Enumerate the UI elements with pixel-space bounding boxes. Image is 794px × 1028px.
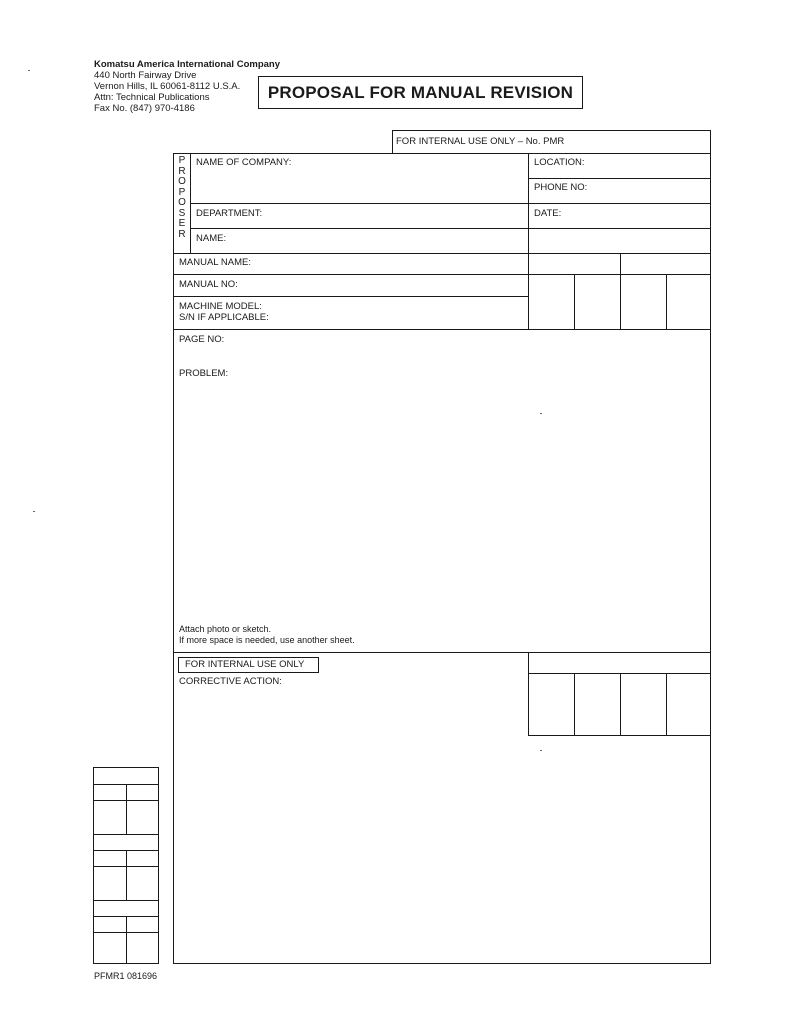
divider-name <box>190 228 711 229</box>
grid-divider-3 <box>666 274 667 329</box>
routing-line <box>93 866 159 867</box>
routing-divider <box>126 784 127 834</box>
routing-line <box>93 900 159 901</box>
company-fax: Fax No. (847) 970-4186 <box>94 103 195 114</box>
corrective-grid-bottom <box>528 735 711 736</box>
proposer-letter: E <box>178 218 186 229</box>
corrective-grid-divider-2 <box>620 673 621 735</box>
page-no-field[interactable]: PAGE NO: <box>179 334 225 345</box>
corrective-grid-divider-1 <box>574 673 575 735</box>
right-column-divider <box>528 153 529 329</box>
routing-line <box>93 834 159 835</box>
proposer-letter: R <box>178 165 186 177</box>
corrective-grid-left <box>528 652 529 735</box>
proposer-letter: O <box>178 197 186 208</box>
divider-location <box>528 178 711 179</box>
serial-no-field[interactable]: S/N IF APPLICABLE: <box>179 312 269 323</box>
machine-model-field[interactable]: MACHINE MODEL: <box>179 301 262 312</box>
proposer-letter: P <box>178 155 186 166</box>
form-code: PFMR1 081696 <box>94 971 158 981</box>
divider-manual-name <box>173 253 711 254</box>
corrective-action-field[interactable]: CORRECTIVE ACTION: <box>179 676 282 687</box>
scan-speck <box>33 511 35 512</box>
problem-field[interactable]: PROBLEM: <box>179 368 229 379</box>
internal-use-only-box: FOR INTERNAL USE ONLY <box>178 657 319 673</box>
grid-divider-2 <box>620 274 621 329</box>
proposer-letter: S <box>178 207 186 219</box>
attach-note-1: Attach photo or sketch. <box>179 624 272 634</box>
divider-department <box>190 203 711 204</box>
corrective-grid-divider-3 <box>666 673 667 735</box>
proposer-letter: O <box>178 176 186 187</box>
department-field[interactable]: DEPARTMENT: <box>196 208 263 219</box>
routing-line <box>93 932 159 933</box>
internal-use-pmr-label: FOR INTERNAL USE ONLY – No. PMR <box>396 136 565 147</box>
manual-name-field[interactable]: MANUAL NAME: <box>179 257 251 268</box>
divider-corrective-section <box>173 652 711 653</box>
proposer-letter: R <box>178 228 186 240</box>
name-field[interactable]: NAME: <box>196 233 227 244</box>
scan-speck <box>28 70 30 71</box>
manual-no-field[interactable]: MANUAL NO: <box>179 279 238 290</box>
divider-manual-no <box>173 274 711 275</box>
proposer-letter: P <box>178 186 186 198</box>
divider-machine-model <box>173 296 528 297</box>
company-attention: Attn: Technical Publications <box>94 92 210 103</box>
phone-field[interactable]: PHONE NO: <box>534 182 588 193</box>
location-field[interactable]: LOCATION: <box>534 157 585 168</box>
grid-divider-1 <box>574 274 575 329</box>
scan-speck <box>540 750 542 751</box>
proposer-vertical-label <box>176 156 188 240</box>
grid-divider-top <box>620 253 621 274</box>
company-address-line2: Vernon Hills, IL 60061-8112 U.S.A. <box>94 81 241 92</box>
divider-page-no <box>173 329 711 330</box>
form-title: PROPOSAL FOR MANUAL REVISION <box>258 76 583 109</box>
company-address-line1: 440 North Fairway Drive <box>94 70 197 81</box>
company-name: Komatsu America International Company <box>94 59 280 70</box>
scan-speck <box>540 413 542 414</box>
routing-divider <box>126 916 127 964</box>
routing-divider <box>126 850 127 900</box>
date-field[interactable]: DATE: <box>534 208 562 219</box>
company-name-field[interactable]: NAME OF COMPANY: <box>196 157 292 168</box>
attach-note-2: If more space is needed, use another sheet. <box>179 635 355 645</box>
